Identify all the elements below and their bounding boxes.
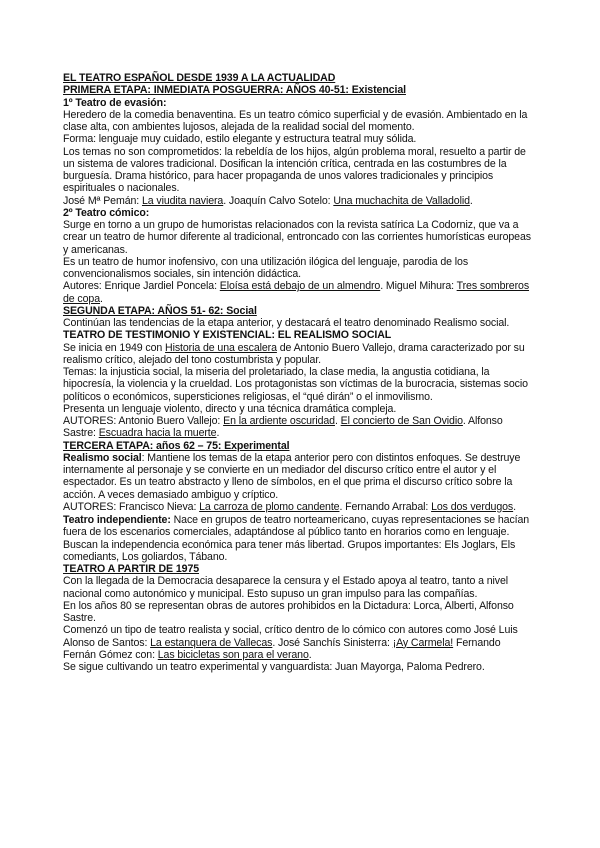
- work-title: Tres sombreros de copa: [63, 280, 530, 305]
- evasion-paragraph-1: Heredero de la comedia benaventina. Es un teatro cómico superficial y de evasión. Ambientado en la clase alta, con ambientes lujosos, alejada de la realidad social del momento.: [63, 108, 528, 133]
- stage1-heading: PRIMERA ETAPA: INMEDIATA POSGUERRA: AÑOS 40-51: Existencial: [63, 84, 406, 97]
- stage4-heading: TEATRO A PARTIR DE 1975: [63, 563, 200, 575]
- independent-paragraph: Teatro independiente: Nace en grupos de teatro norteamericano, cuyas representaciones se hacían fuera de los escenarios comerciales, adaptándose al público tanto en horarios como en lenguaje. Buscan la independencia económica para tener más libertad. Grupos importantes: Els Joglars, Els comediants, Los goliardos, Tábano.: [63, 514, 530, 563]
- work-title: Escuadra hacia la muerte: [98, 427, 217, 440]
- stage4-paragraph-2: En los años 80 se representan obras de autores prohibidos en la Dictadura: Lorca, Alberti, Alfonso Sastre.: [63, 599, 514, 624]
- comic-heading: 2º Teatro cómico:: [63, 206, 150, 219]
- work-title: ¡Ay Carmela!: [392, 636, 454, 649]
- comic-authors: Autores: Enrique Jardiel Poncela: Eloísa está debajo de un almendro. Miguel Mihura: Tres sombreros de copa.: [63, 280, 530, 305]
- evasion-paragraph-2: Forma: lenguaje muy cuidado, estilo elegante y estructura teatral muy sólida.: [63, 133, 417, 146]
- stage3-heading: TERCERA ETAPA: años 62 – 75: Experimental: [63, 439, 290, 452]
- work-title: Historia de una escalera: [165, 341, 277, 354]
- realism-authors: AUTORES: Francisco Nieva: La carroza de plomo candente. Fernando Arrabal: Los dos verdugos.: [63, 500, 516, 513]
- comic-paragraph-1: Surge en torno a un grupo de humoristas relacionados con la revista satírica La Codorniz, que va a crear un teatro de humor diferente al tradicional, entroncado con las corrientes humorísticas europeas y americanas.: [63, 219, 531, 256]
- testimony-paragraph-1: Se inicia en 1949 con Historia de una escalera de Antonio Buero Vallejo, drama caracterizado por su realismo crítico, alejado del tono costumbrista y popular.: [63, 341, 525, 366]
- evasion-heading: 1º Teatro de evasión:: [63, 96, 167, 109]
- testimony-paragraph-3: Presenta un lenguaje violento, directo y una técnica dramática compleja.: [63, 402, 397, 415]
- stage4-paragraph-3: Comenzó un tipo de teatro realista y social, crítico dentro de lo cómico con autores como José Luis Alonso de Santos: La estanquera de Vallecas. José Sanchís Sinisterra: ¡Ay Carmela! Fernando Fernán Gómez con: Las bicicletas son para el verano.: [63, 624, 518, 661]
- testimony-paragraph-2: Temas: la injusticia social, la miseria del proletariado, la clase media, la angustia cotidiana, la hipocresía, la violencia y la crueldad. Los protagonistas son víctimas de la burocracia, sistemas socio políticos o económicos, supersticiones religiosas, el “qué dirán” o el inmovilismo.: [63, 366, 528, 403]
- work-title: La carroza de plomo candente: [199, 500, 340, 513]
- testimony-heading: TEATRO DE TESTIMONIO Y EXISTENCIAL: EL REALISMO SOCIAL: [63, 329, 392, 342]
- work-title: En la ardiente oscuridad: [223, 415, 335, 427]
- comic-paragraph-2: Es un teatro de humor inofensivo, con una utilización ilógica del lenguaje, parodia de los convencionalismos sociales, sin intención didáctica.: [63, 255, 469, 280]
- document-title: EL TEATRO ESPAÑOL DESDE 1939 A LA ACTUALIDAD: [63, 72, 336, 84]
- work-title: Una muchachita de Valladolid: [333, 194, 470, 207]
- work-title: Eloísa está debajo de un almendro: [219, 280, 381, 293]
- evasion-paragraph-3: Los temas no son comprometidos: la rebeldía de los hijos, algún problema moral, resuelto a partir de un sistema de valores tradicional. Dosifican la intención crítica, centrada en las costumbres de la burguesía. Drama histórico, para hacer propaganda de unos valores tradicionales y principios espirituales o nacionales.: [63, 145, 526, 195]
- work-title: La viudita naviera: [141, 194, 224, 207]
- testimony-authors: AUTORES: Antonio Buero Vallejo: En la ardiente oscuridad. El concierto de San Ovidio. Alfonso Sastre: Escuadra hacia la muerte.: [63, 415, 503, 440]
- stage4-paragraph-1: Con la llegada de la Democracia desaparece la censura y el Estado apoya al teatro, tanto a nivel nacional como autonómico y municipal. Esto supuso un gran impulso para las compañías.: [63, 575, 509, 600]
- work-title: Los dos verdugos: [431, 500, 514, 513]
- realism-paragraph: Realismo social: Mantiene los temas de la etapa anterior pero con distintos enfoques. Se destruye internamente al personaje y se convierte en un mediador del discurso crítico entre el autor y el espectador. Es un teatro abstracto y lleno de símbolos, en el que prima el discurso crítico sobre la acción. A veces demasiado ambiguo y críptico.: [63, 451, 521, 501]
- work-title: Las bicicletas son para el verano: [157, 648, 309, 661]
- evasion-authors: José Mª Pemán: La viudita naviera. Joaquín Calvo Sotelo: Una muchachita de Valladolid.: [63, 194, 473, 207]
- document-page: [63, 72, 535, 673]
- stage2-paragraph-1: Continúan las tendencias de la etapa anterior, y destacará el teatro denominado Realismo social.: [63, 317, 510, 329]
- stage2-heading: SEGUNDA ETAPA: AÑOS 51- 62: Social: [63, 304, 257, 317]
- stage4-paragraph-4: Se sigue cultivando un teatro experimental y vanguardista: Juan Mayorga, Paloma Pedrero.: [63, 661, 485, 673]
- work-title: El concierto de San Ovidio: [340, 415, 463, 427]
- work-title: La estanquera de Vallecas: [150, 636, 273, 649]
